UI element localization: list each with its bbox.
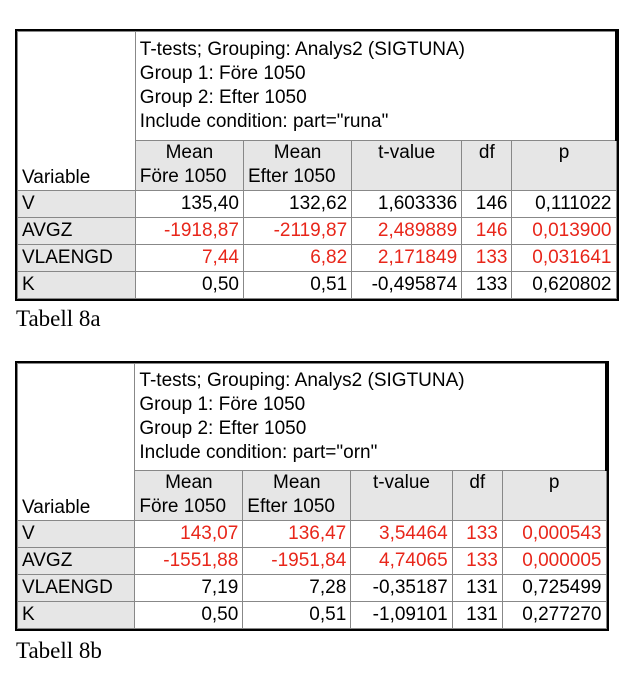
col-mean-before bbox=[135, 141, 243, 191]
col-mean-before bbox=[135, 471, 243, 521]
info-line: T-tests; Grouping: Analys2 (SIGTUNA) bbox=[139, 39, 466, 60]
cell-df: 133 bbox=[452, 548, 502, 575]
table-body bbox=[18, 191, 617, 299]
cell-mean-after: 7,28 bbox=[243, 575, 351, 602]
cell-mean-before: 7,19 bbox=[135, 575, 243, 602]
col-df: df bbox=[452, 471, 502, 521]
row-name: V bbox=[18, 191, 136, 218]
col-t-value: t-value bbox=[351, 471, 452, 521]
col-df: df bbox=[462, 141, 512, 191]
info-line: T-tests; Grouping: Analys2 (SIGTUNA) bbox=[139, 370, 465, 391]
table-row bbox=[18, 218, 617, 245]
cell-mean-after: 136,47 bbox=[243, 521, 351, 548]
table-caption: Tabell 8a bbox=[16, 306, 101, 331]
cell-p: 0,000543 bbox=[502, 521, 606, 548]
cell-t-value: 1,603336 bbox=[352, 191, 462, 218]
table-row bbox=[18, 575, 607, 602]
table-row bbox=[18, 272, 617, 299]
cell-mean-before: 0,50 bbox=[135, 602, 243, 629]
cell-p: 0,031641 bbox=[512, 245, 616, 272]
col-label: Före 1050 bbox=[139, 496, 227, 517]
info-line: Group 2: Efter 1050 bbox=[139, 418, 307, 439]
cell-df: 133 bbox=[462, 245, 512, 272]
ttest-table-orn bbox=[17, 363, 607, 629]
table-row bbox=[18, 602, 607, 629]
variable-header: Variable bbox=[18, 364, 135, 521]
cell-p: 0,111022 bbox=[512, 191, 616, 218]
cell-df: 133 bbox=[462, 272, 512, 299]
cell-mean-before: 7,44 bbox=[135, 245, 243, 272]
row-name: VLAENGD bbox=[18, 245, 136, 272]
table-body bbox=[18, 521, 607, 629]
table-row bbox=[18, 191, 617, 218]
col-label: Mean bbox=[273, 142, 322, 163]
info-line: Group 2: Efter 1050 bbox=[139, 87, 307, 108]
row-name: AVGZ bbox=[18, 218, 136, 245]
row-name: K bbox=[18, 272, 136, 299]
col-p: p bbox=[502, 471, 606, 521]
cell-df: 133 bbox=[452, 521, 502, 548]
table-info bbox=[135, 32, 616, 141]
cell-mean-after: 6,82 bbox=[243, 245, 351, 272]
col-mean-after bbox=[243, 471, 351, 521]
cell-df: 146 bbox=[462, 218, 512, 245]
cell-p: 0,000005 bbox=[502, 548, 606, 575]
info-line: Group 1: Före 1050 bbox=[139, 394, 306, 415]
info-line: Include condition: part="runa" bbox=[139, 111, 389, 132]
info-line: Include condition: part="orn" bbox=[139, 442, 378, 463]
row-name: VLAENGD bbox=[18, 575, 135, 602]
col-label: Mean bbox=[165, 142, 214, 163]
cell-t-value: 4,74065 bbox=[351, 548, 452, 575]
col-label: Efter 1050 bbox=[247, 166, 336, 187]
table-row bbox=[18, 548, 607, 575]
ttest-table-runa bbox=[17, 31, 617, 299]
col-t-value: t-value bbox=[352, 141, 462, 191]
cell-t-value: -1,09101 bbox=[351, 602, 452, 629]
cell-mean-after: 132,62 bbox=[243, 191, 351, 218]
cell-p: 0,277270 bbox=[502, 602, 606, 629]
cell-mean-after: 0,51 bbox=[243, 602, 351, 629]
variable-header: Variable bbox=[18, 32, 136, 191]
info-line: Group 1: Före 1050 bbox=[139, 63, 306, 84]
cell-mean-before: 135,40 bbox=[135, 191, 243, 218]
cell-df: 146 bbox=[462, 191, 512, 218]
cell-mean-after: -1951,84 bbox=[243, 548, 351, 575]
cell-mean-after: -2119,87 bbox=[243, 218, 351, 245]
row-name: V bbox=[18, 521, 135, 548]
cell-df: 131 bbox=[452, 602, 502, 629]
cell-t-value: -0,35187 bbox=[351, 575, 452, 602]
cell-t-value: 3,54464 bbox=[351, 521, 452, 548]
cell-t-value: -0,495874 bbox=[352, 272, 462, 299]
cell-mean-before: 0,50 bbox=[135, 272, 243, 299]
col-label: Mean bbox=[273, 472, 321, 493]
col-label: Före 1050 bbox=[139, 166, 227, 187]
col-mean-after bbox=[243, 141, 351, 191]
cell-p: 0,725499 bbox=[502, 575, 606, 602]
row-name: AVGZ bbox=[18, 548, 135, 575]
table-row bbox=[18, 245, 617, 272]
cell-p: 0,620802 bbox=[512, 272, 616, 299]
table-row bbox=[18, 521, 607, 548]
cell-mean-before: 143,07 bbox=[135, 521, 243, 548]
cell-t-value: 2,171849 bbox=[352, 245, 462, 272]
col-label: Mean bbox=[165, 472, 213, 493]
col-p: p bbox=[512, 141, 616, 191]
cell-mean-before: -1551,88 bbox=[135, 548, 243, 575]
col-label: Efter 1050 bbox=[247, 496, 335, 517]
table-info bbox=[135, 364, 606, 471]
row-name: K bbox=[18, 602, 135, 629]
table-caption: Tabell 8b bbox=[16, 638, 102, 663]
cell-t-value: 2,489889 bbox=[352, 218, 462, 245]
cell-mean-before: -1918,87 bbox=[135, 218, 243, 245]
cell-p: 0,013900 bbox=[512, 218, 616, 245]
cell-mean-after: 0,51 bbox=[243, 272, 351, 299]
cell-df: 131 bbox=[452, 575, 502, 602]
